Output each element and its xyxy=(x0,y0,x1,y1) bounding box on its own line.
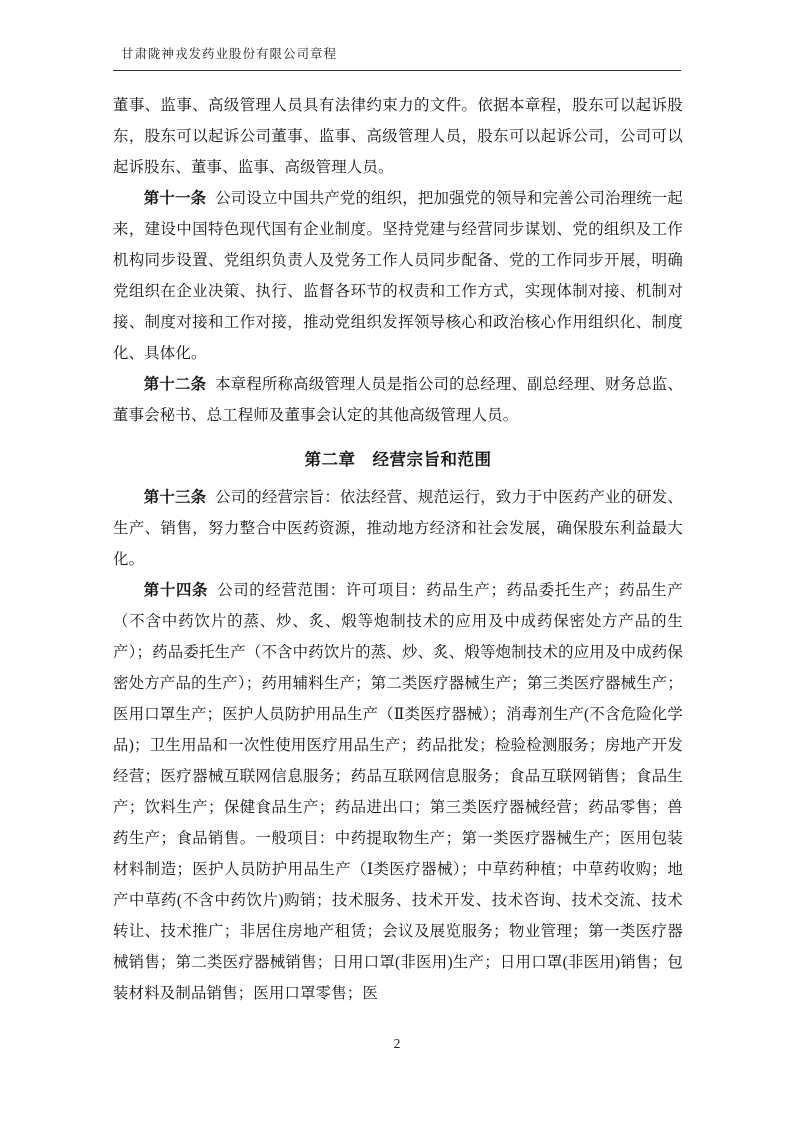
article-11-label: 第十一条 xyxy=(143,190,207,207)
paragraph-text: 公司的经营宗旨：依法经营、规范运行，致力于中医药产业的研发、生产、销售，努力整合中医药资源，推动地方经济和社会发展，确保股东利益最大化。 xyxy=(113,489,683,568)
paragraph-article-14 xyxy=(113,575,683,1009)
article-12-label: 第十二条 xyxy=(143,376,207,393)
paragraph-article-11 xyxy=(113,183,683,369)
paragraph-text: 公司的经营范围：许可项目：药品生产；药品委托生产；药品生产（不含中药饮片的蒸、炒、炙、煅等炮制技术的应用及中成药保密处方产品的生产）；药品委托生产（不含中药饮片的蒸、炒、炙、煅等炮制技术的应用及中成药保密处方产品的生产）；药用辅料生产；第二类医疗器械生产；第三类医疗器械生产；医用口罩生产；医护人员防护用品生产（Ⅱ类医疗器械）；消毒剂生产(不含危险化学品)；卫生用品和一次性使用医疗用品生产；药品批发；检验检测服务；房地产开发经营；医疗器械互联网信息服务；药品互联网信息服务；食品互联网销售；食品生产；饮料生产；保健食品生产；药品进出口；第三类医疗器械经营；药品零售；兽药生产；食品销售。一般项目：中药提取物生产；第一类医疗器械生产；医用包装材料制造；医护人员防护用品生产（Ⅰ类医疗器械）；中草药种植；中草药收购；地产中草药(不含中药饮片)购销；技术服务、技术开发、技术咨询、技术交流、技术转让、技术推广；非居住房地产租赁；会议及展览服务；物业管理；第一类医疗器械销售；第二类医疗器械销售；日用口罩(非医用)生产；日用口罩(非医用)销售；包装材料及制品销售；医用口罩零售；医 xyxy=(113,582,683,1002)
paragraph-text: 公司设立中国共产党的组织，把加强党的领导和完善公司治理统一起来，建设中国特色现代国有企业制度。坚持党建与经营同步谋划、党的组织及工作机构同步设置、党组织负责人及党务工作人员同步配备、党的工作同步开展，明确党组织在企业决策、执行、监督各环节的权责和工作方式，实现体制对接、机制对接、制度对接和工作对接，推动党组织发挥领导核心和政治核心作用组织化、制度化、具体化。 xyxy=(113,190,683,362)
paragraph-text: 本章程所称高级管理人员是指公司的总经理、副总经理、财务总监、董事会秘书、总工程师及董事会认定的其他高级管理人员。 xyxy=(113,376,683,424)
article-14-label: 第十四条 xyxy=(143,582,209,599)
paragraph-text: 董事、监事、高级管理人员具有法律约束力的文件。依据本章程，股东可以起诉股东，股东可以起诉公司董事、监事、高级管理人员，股东可以起诉公司，公司可以起诉股东、董事、监事、高级管理人员。 xyxy=(113,97,683,176)
paragraph-article-13 xyxy=(113,482,683,575)
paragraph-continuation xyxy=(113,90,683,183)
article-13-label: 第十三条 xyxy=(143,489,207,506)
page-header xyxy=(113,46,681,71)
chapter-2-heading: 第二章 经营宗旨和范围 xyxy=(304,450,492,469)
page-number: 2 xyxy=(393,1036,401,1051)
page-footer xyxy=(0,1035,794,1053)
paragraph-article-12 xyxy=(113,369,683,431)
document-body xyxy=(113,90,683,1009)
header-title: 甘肃陇神戎发药业股份有限公司章程 xyxy=(121,47,338,61)
header-rule xyxy=(113,70,681,71)
